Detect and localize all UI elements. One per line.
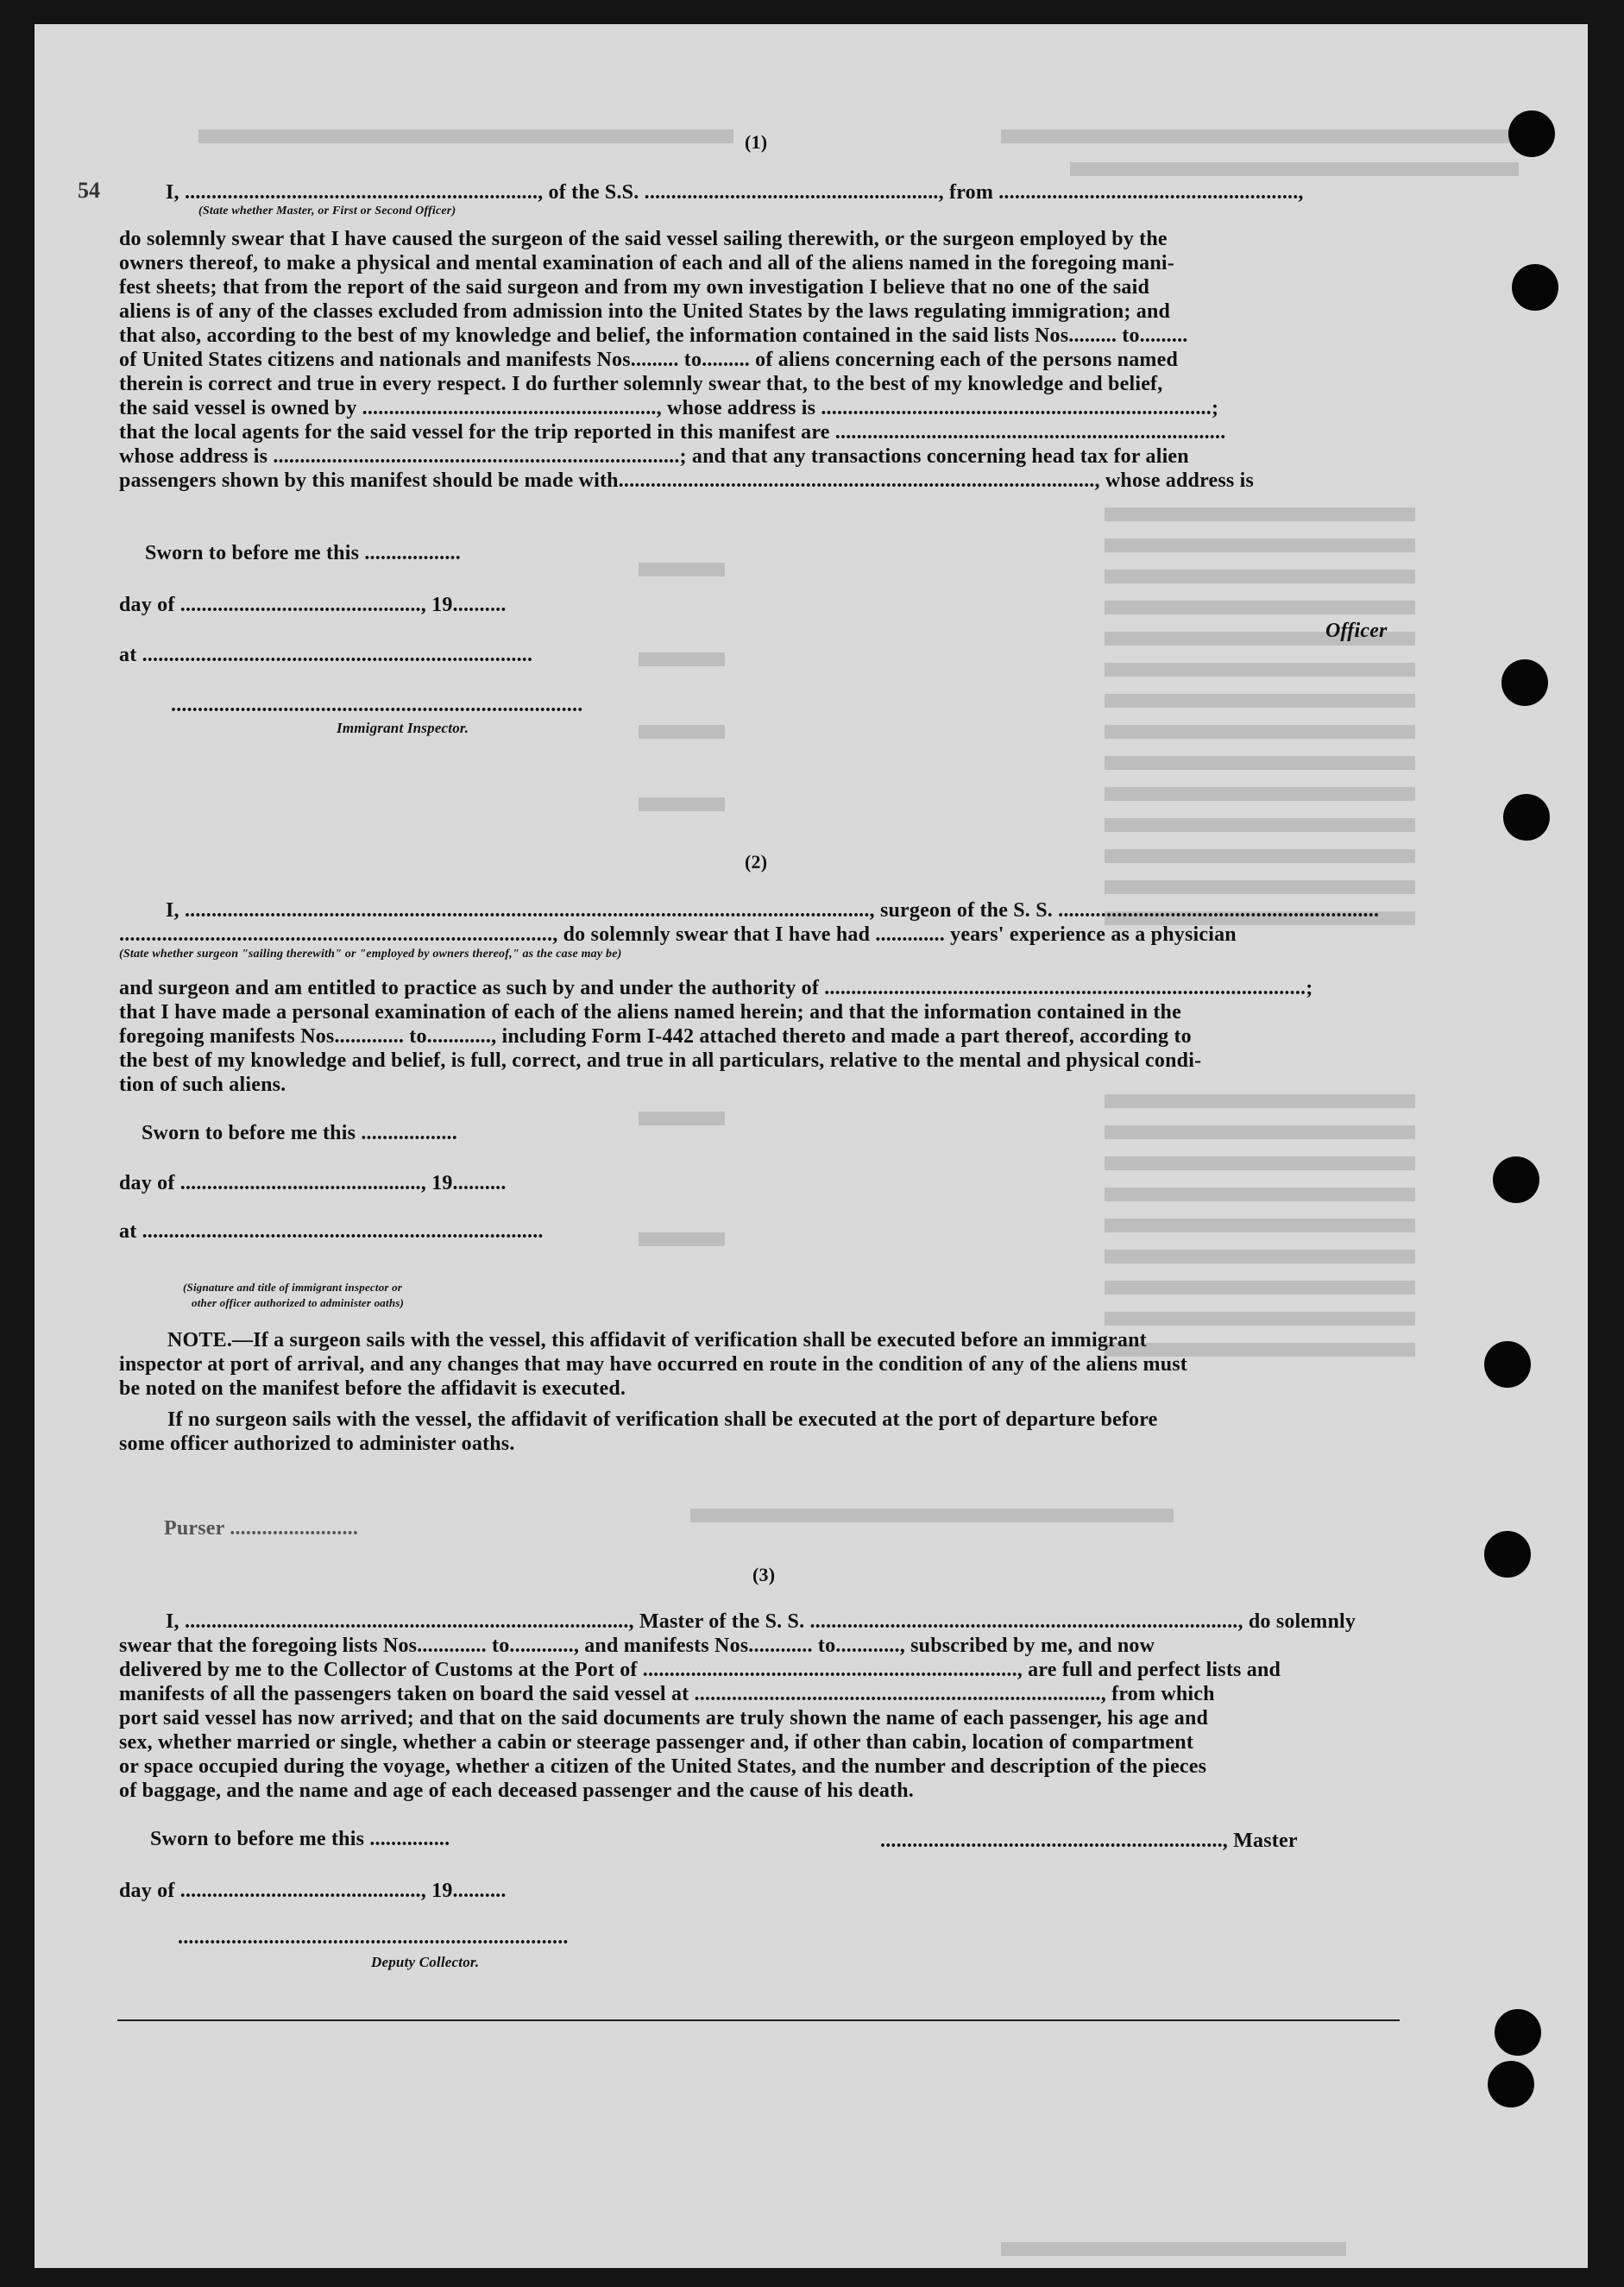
- section-3-text: sex, whether married or single, whether a cabin or steerage passenger and, if other than cabin, location of compartment: [119, 1731, 1194, 1754]
- sworn-before-line: Sworn to before me this ...............: [150, 1828, 450, 1850]
- section-3-text: delivered by me to the Collector of Customs at the Port of ......................................................................, are full and perfect lists and: [119, 1659, 1281, 1681]
- surgeon-status-note: (State whether surgeon "sailing therewith" or "employed by owners thereof," as the case may be): [119, 948, 622, 961]
- section-2-text: and surgeon and am entitled to practice as such by and under the authority of ..........................................................................................;: [119, 977, 1313, 999]
- sworn-before-line: Sworn to before me this ..................: [142, 1122, 457, 1144]
- punch-hole: [1503, 794, 1550, 841]
- punch-hole: [1484, 1531, 1531, 1578]
- margin-mark: 54: [78, 178, 100, 203]
- punch-hole: [1484, 1341, 1531, 1388]
- section-1-text: do solemnly swear that I have caused the surgeon of the said vessel sailing therewith, or the surgeon employed by the: [119, 228, 1168, 250]
- deputy-collector-label: Deputy Collector.: [371, 1954, 480, 1970]
- section-2-text: the best of my knowledge and belief, is full, correct, and true in all particulars, relative to the mental and physical condi-: [119, 1049, 1202, 1072]
- section-2-text: ................................................................................., do solemnly swear that I have had ............. years' experience as a physician: [119, 923, 1237, 946]
- section-2-text: tion of such aliens.: [119, 1074, 286, 1096]
- punch-hole: [1512, 264, 1558, 311]
- at-line: at .........................................................................: [119, 644, 533, 666]
- section-2-text: foregoing manifests Nos............. to............, including Form I-442 attached thereto and made a part thereof, according to: [119, 1025, 1192, 1048]
- section-1-text: whose address is ............................................................................; and that any transactions concerning head tax for alien: [119, 445, 1189, 468]
- signature-note: other officer authorized to administer oaths): [192, 1296, 405, 1309]
- section-1-number: (1): [745, 131, 768, 153]
- punch-hole: [1493, 1156, 1539, 1203]
- section-3-text: I, ..................................................................................., Master of the S. S. ................................................................................, do solemnly: [166, 1610, 1356, 1633]
- section-1-text: that the local agents for the said vessel for the trip reported in this manifest are .........................................................................: [119, 421, 1226, 444]
- inspector-signature-line: .............................................................................: [171, 694, 583, 716]
- note-text: If no surgeon sails with the vessel, the affidavit of verification shall be executed at the port of departure before: [167, 1408, 1158, 1431]
- at-line: at ...........................................................................: [119, 1220, 544, 1243]
- immigrant-inspector-label: Immigrant Inspector.: [337, 720, 469, 736]
- collector-signature-line: .........................................................................: [178, 1926, 569, 1949]
- punch-hole: [1501, 659, 1548, 706]
- document-page: [35, 24, 1588, 2268]
- note-text: some officer authorized to administer oaths.: [119, 1433, 515, 1455]
- note-text: be noted on the manifest before the affidavit is executed.: [119, 1377, 626, 1400]
- section-1-text: fest sheets; that from the report of the said surgeon and from my own investigation I believe that no one of the said: [119, 276, 1150, 299]
- section-3-text: port said vessel has now arrived; and that on the said documents are truly shown the name of each passenger, his age and: [119, 1707, 1209, 1729]
- section-3-text: swear that the foregoing lists Nos............. to............, and manifests Nos............ to............, subscribed by me, and now: [119, 1635, 1155, 1657]
- signature-note: (Signature and title of immigrant inspector or: [183, 1281, 403, 1294]
- master-signature-line: ................................................................, Master: [880, 1830, 1298, 1852]
- section-1-text: therein is correct and true in every respect. I do further solemnly swear that, to the best of my knowledge and belief,: [119, 373, 1163, 395]
- section-2-opening-line: I, ................................................................................................................................, surgeon of the S. S. ............................................................: [166, 899, 1380, 922]
- punch-hole: [1508, 110, 1555, 157]
- section-1-text: of United States citizens and nationals and manifests Nos......... to......... of aliens concerning each of the persons named: [119, 349, 1179, 371]
- section-3-text: manifests of all the passengers taken on board the said vessel at ............................................................................, from which: [119, 1683, 1215, 1705]
- officer-rank-note: (State whether Master, or First or Second Officer): [198, 205, 456, 217]
- section-3-text: or space occupied during the voyage, whether a citizen of the United States, and the number and description of the pieces: [119, 1755, 1207, 1778]
- section-2-number: (2): [745, 851, 768, 873]
- officer-label: Officer: [1325, 620, 1388, 642]
- punch-hole: [1488, 2061, 1534, 2107]
- section-1-text: the said vessel is owned by ......................................................., whose address is .........................................................................;: [119, 397, 1219, 419]
- section-1-text: aliens is of any of the classes excluded from admission into the United States by the laws regulating immigration; and: [119, 300, 1171, 323]
- section-1-text: owners thereof, to make a physical and mental examination of each and all of the aliens named in the foregoing mani-: [119, 252, 1174, 274]
- purser-line: Purser ........................: [164, 1517, 359, 1540]
- section-1-text: that also, according to the best of my knowledge and belief, the information contained in the said lists Nos......... to.........: [119, 324, 1188, 347]
- section-1-text: passengers shown by this manifest should be made with........................................................................................., whose address is: [119, 469, 1255, 492]
- day-of-line: day of ............................................., 19..........: [119, 1880, 507, 1902]
- note-text: inspector at port of arrival, and any changes that may have occurred en route in the condition of any of the aliens must: [119, 1353, 1187, 1376]
- day-of-line: day of ............................................., 19..........: [119, 1172, 507, 1194]
- section-3-number: (3): [752, 1564, 776, 1585]
- note-text: NOTE.—If a surgeon sails with the vessel, this affidavit of verification shall be executed before an immigrant: [167, 1329, 1147, 1351]
- section-3-text: of baggage, and the name and age of each deceased passenger and the cause of his death.: [119, 1780, 914, 1802]
- bottom-rule: [117, 2019, 1400, 2021]
- punch-hole: [1495, 2009, 1541, 2056]
- day-of-line: day of ............................................., 19..........: [119, 594, 507, 616]
- section-1-opening-line: I, .................................................................., of the S.S. ......................................................., from ........................................................,: [166, 181, 1304, 204]
- sworn-before-line: Sworn to before me this ..................: [145, 542, 461, 564]
- section-2-text: that I have made a personal examination of each of the aliens named herein; and that the information contained in the: [119, 1001, 1181, 1024]
